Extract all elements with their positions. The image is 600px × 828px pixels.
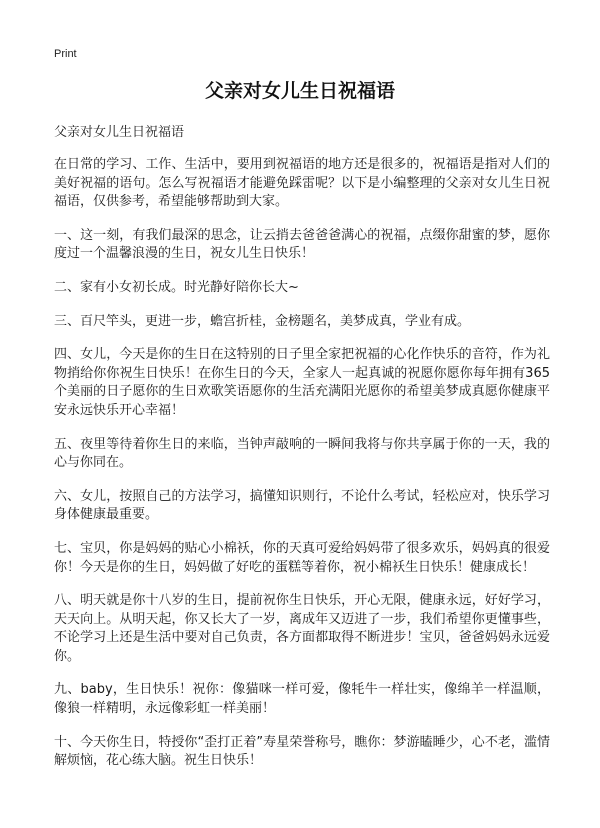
blessing-item-5: 五、夜里等待着你生日的来临，当钟声敲响的一瞬间我将与你共享属于你的一天，我的心与你同在。 [54,436,550,471]
blessing-item-10: 十、今天你生日，特授你“歪打正着”寿星荣誉称号，瞧你：梦游瞌睡少，心不老，滥情解烦恼，花心练大脑。祝生日快乐！ [54,734,550,769]
blessing-item-1: 一、这一刻，有我们最深的思念，让云捎去爸爸爸满心的祝福，点缀你甜蜜的梦，愿你度过一个温馨浪漫的生日，祝女儿生日快乐！ [54,227,550,262]
print-label[interactable]: Print [54,48,77,60]
blessing-item-3: 三、百尺竿头，更进一步，蟾宫折桂，金榜题名，美梦成真，学业有成。 [54,313,471,329]
blessing-item-9: 九、baby，生日快乐！祝你：像猫咪一样可爱，像牦牛一样壮实，像绵羊一样温顺，像狼一样精明，永远像彩虹一样美丽！ [54,682,550,717]
blessing-item-8: 八、明天就是你十八岁的生日，提前祝你生日快乐，开心无限，健康永远，好好学习，天天向上。从明天起，你又长大了一岁，离成年又迈进了一步，我们希望你更懂事些，不论学习上还是生活中要对自己负责，各方面都取得不断进步！宝贝，爸爸妈妈永远爱你。 [54,593,550,664]
blessing-item-6: 六、女儿，按照自己的方法学习，搞懂知识则行，不论什么考试，轻松应对，快乐学习身体健康最重要。 [54,488,550,523]
page-title: 父亲对女儿生日祝福语 [204,80,395,102]
blessing-item-2: 二、家有小女初长成。时光静好陪你长大~ [54,279,299,295]
blessing-item-7: 七、宝贝，你是妈妈的贴心小棉袄，你的天真可爱给妈妈带了很多欢乐，妈妈真的很爱你！今天是你的生日，妈妈做了好吃的蛋糕等着你，祝小棉袄生日快乐！健康成长！ [54,540,550,575]
blessing-item-4: 四、女儿，今天是你的生日在这特别的日子里全家把祝福的心化作快乐的音符，作为礼物捎给你你祝生日快乐！在你生日的今天，全家人一起真诚的祝愿你愿你每年拥有365个美丽的日子愿你的生日欢歌笑语愿你的生活充满阳光愿你的希望美梦成真愿你健康平安永远快乐开心幸福！ [54,347,550,418]
intro-paragraph: 在日常的学习、工作、生活中，要用到祝福语的地方还是很多的，祝福语是指对人们的美好祝福的语句。怎么写祝福语才能避免踩雷呢？以下是小编整理的父亲对女儿生日祝福语，仅供参考，希望能够帮助到大家。 [54,157,550,210]
article-subtitle: 父亲对女儿生日祝福语 [54,125,185,140]
article-body [54,123,550,786]
